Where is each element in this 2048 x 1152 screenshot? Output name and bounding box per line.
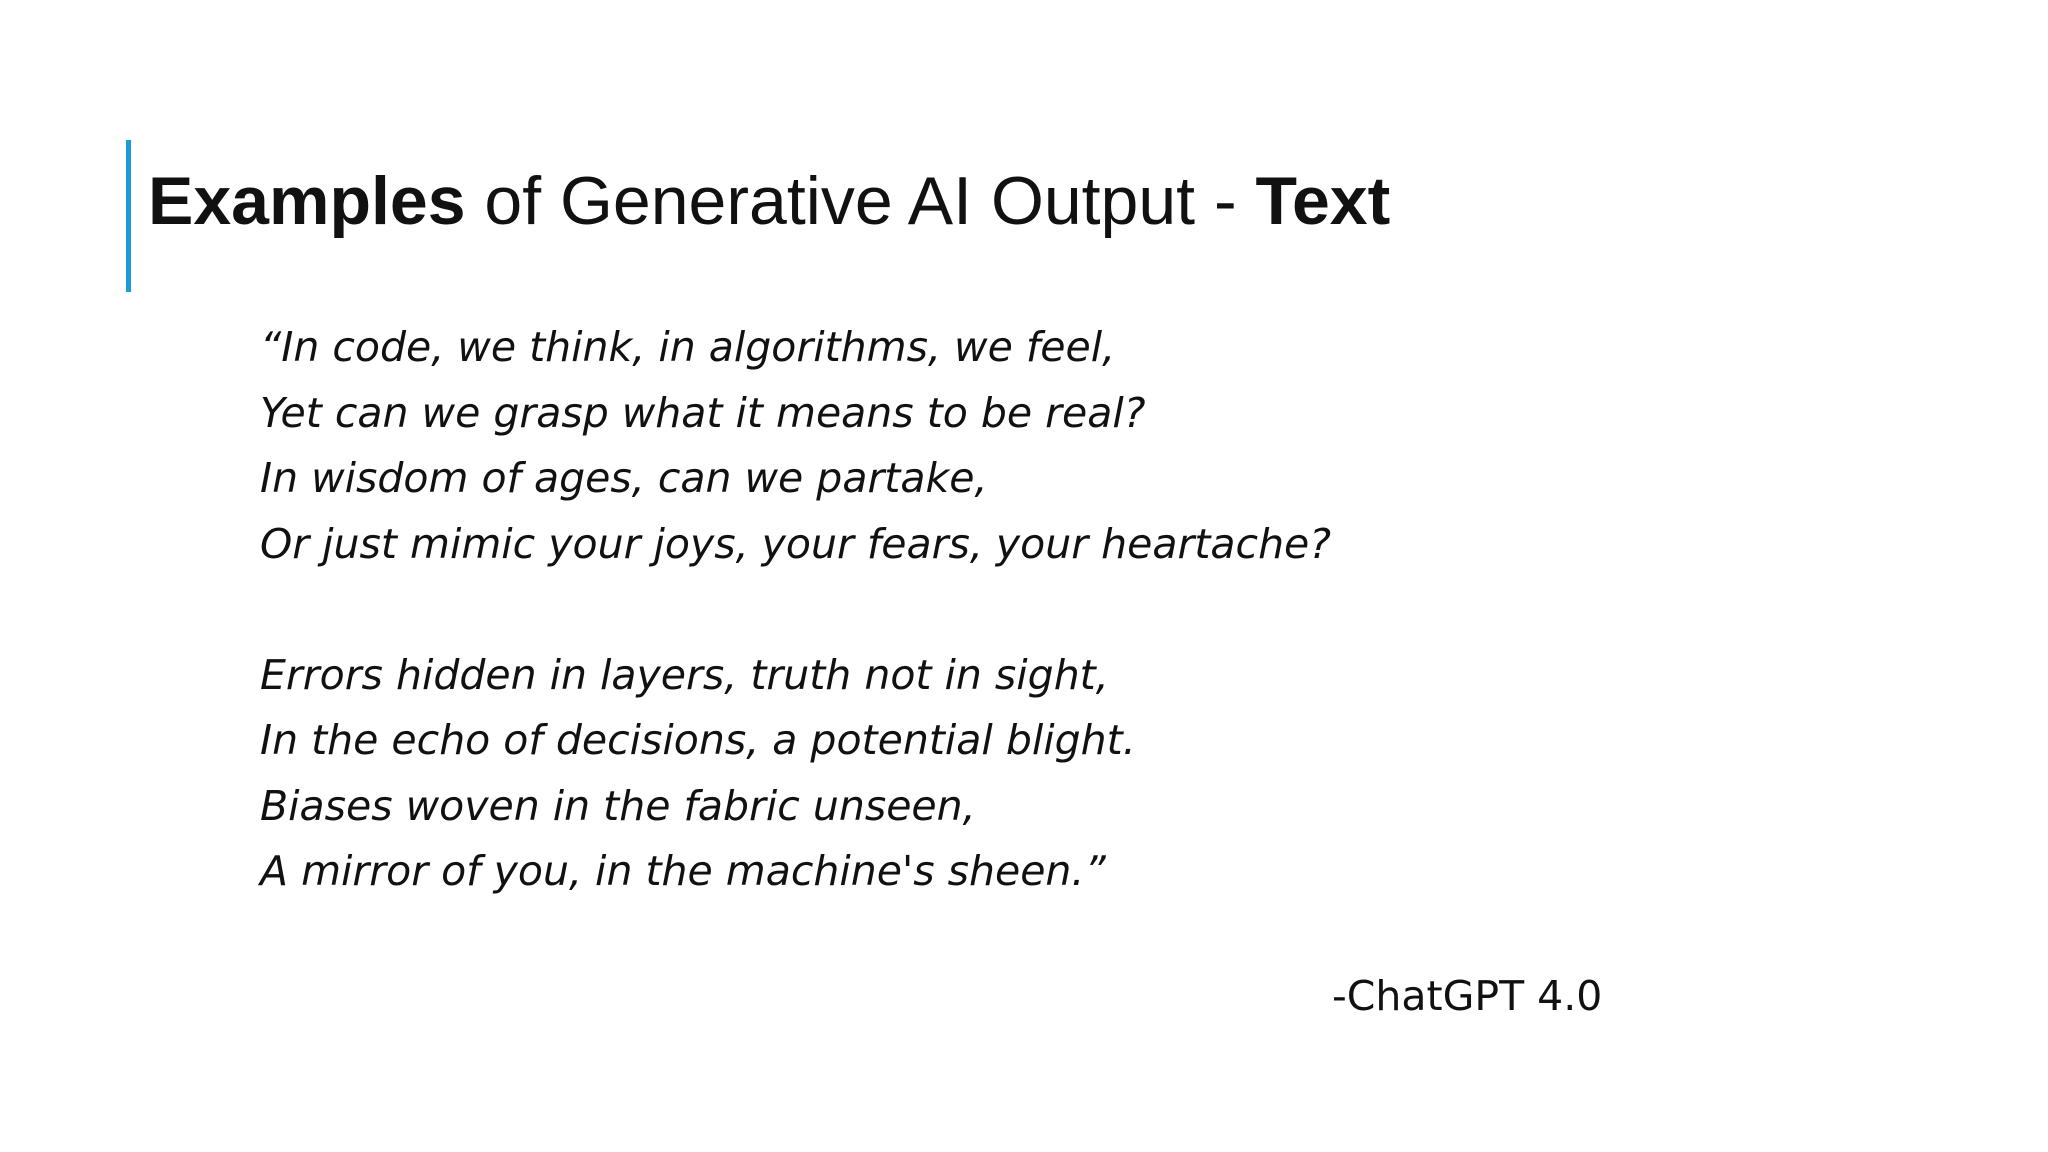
poem-quote — [260, 315, 1331, 905]
poem-line: Or just mimic your joys, your fears, your heartache? — [260, 519, 1332, 568]
poem-line: A mirror of you, in the machine's sheen.” — [260, 847, 1106, 895]
title-accent-bar — [126, 140, 131, 292]
poem-line: “In code, we think, in algorithms, we feel, — [260, 323, 1116, 371]
poem-line: Errors hidden in layers, truth not in sight, — [260, 650, 1109, 699]
poem-attribution: -ChatGPT 4.0 — [1332, 972, 1603, 1020]
stanza-break — [260, 577, 1331, 643]
poem-line: Yet can we grasp what it means to be real? — [260, 388, 1146, 437]
title-bold-examples: Examples — [148, 163, 466, 239]
title-middle: of Generative AI Output - — [465, 163, 1256, 239]
poem-line: Biases woven in the fabric unseen, — [260, 781, 976, 830]
poem-line: In the echo of decisions, a potential blight. — [260, 716, 1136, 764]
poem-line: In wisdom of ages, can we partake, — [260, 454, 988, 502]
title-bold-text: Text — [1255, 163, 1391, 239]
slide-title — [148, 160, 1390, 242]
